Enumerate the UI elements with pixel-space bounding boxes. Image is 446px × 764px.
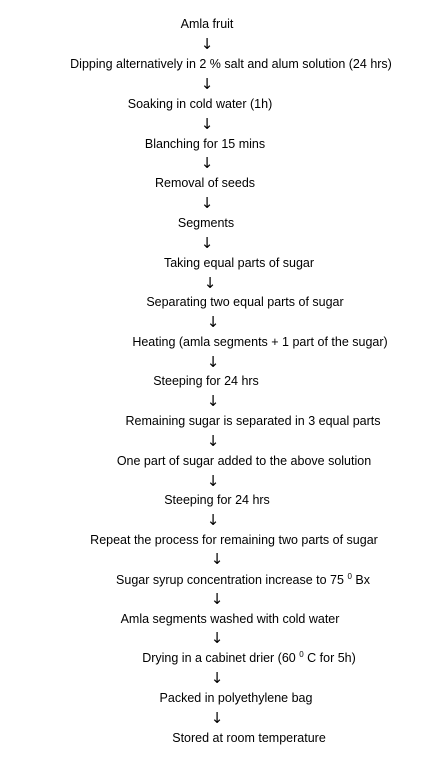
step-soaking: Soaking in cold water (1h) [127,97,273,111]
step-dipping: Dipping alternatively in 2 % salt and alum solution (24 hrs) [70,57,392,71]
arrow-down-icon: ↓ [206,313,220,331]
step-amla-fruit: Amla fruit [180,17,234,31]
arrow-down-icon: ↓ [210,590,224,608]
step-remaining-sugar: Remaining sugar is separated in 3 equal parts [125,414,381,428]
arrow-down-icon: ↓ [200,115,214,133]
step-taking-equal-parts: Taking equal parts of sugar [163,256,315,270]
degree-superscript: 0 [299,649,304,659]
step-heating: Heating (amla segments + 1 part of the sugar) [132,335,388,349]
arrow-down-icon: ↓ [210,550,224,568]
step-steeping-1: Steeping for 24 hrs [153,374,259,388]
step-segments: Segments [177,216,235,230]
arrow-down-icon: ↓ [206,432,220,450]
step-removal-of-seeds: Removal of seeds [154,176,256,190]
step-drying: Drying in a cabinet drier (60 $^0$ C for 5h) [142,649,356,665]
arrow-down-icon: ↓ [203,274,217,292]
step-packed: Packed in polyethylene bag [159,691,313,705]
arrow-down-icon: ↓ [210,709,224,727]
step-stored: Stored at room temperature [172,731,326,745]
degree-superscript: 0 [347,571,352,581]
arrow-down-icon: ↓ [206,472,220,490]
arrow-down-icon: ↓ [206,392,220,410]
arrow-down-icon: ↓ [200,154,214,172]
arrow-down-icon: ↓ [200,35,214,53]
arrow-down-icon: ↓ [200,75,214,93]
step-repeat-process: Repeat the process for remaining two parts of sugar [90,533,378,547]
step-syrup-concentration: Sugar syrup concentration increase to 75 $^0$ Bx [116,571,370,587]
arrow-down-icon: ↓ [200,234,214,252]
step-segments-washed: Amla segments washed with cold water [120,612,340,626]
arrow-down-icon: ↓ [210,629,224,647]
arrow-down-icon: ↓ [206,511,220,529]
step-separating-sugar: Separating two equal parts of sugar [146,295,344,309]
step-blanching: Blanching for 15 mins [144,137,266,151]
arrow-down-icon: ↓ [200,194,214,212]
step-one-part-added: One part of sugar added to the above solution [116,454,372,468]
arrow-down-icon: ↓ [206,353,220,371]
arrow-down-icon: ↓ [210,669,224,687]
step-steeping-2: Steeping for 24 hrs [164,493,270,507]
